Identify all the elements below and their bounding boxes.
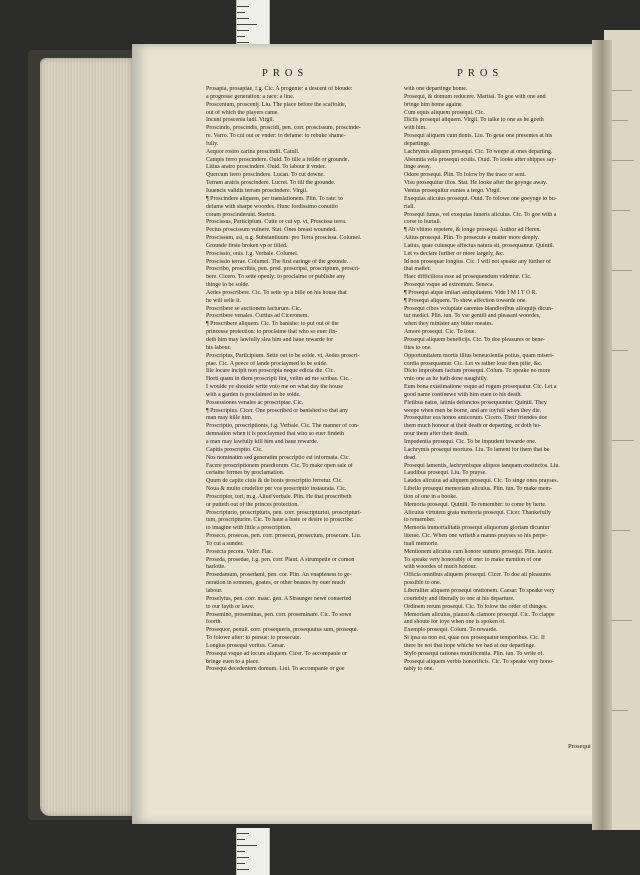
dictionary-line: with him. bbox=[404, 125, 427, 132]
dictionary-line: bringe him home againe. bbox=[404, 101, 464, 108]
dictionary-line: fully. bbox=[206, 140, 219, 147]
dictionary-line: cordia prosequamur. Cic. Let vs rather loue then pitie, &c. bbox=[404, 360, 543, 367]
dictionary-line: Proscriptio, proscriptionis, f.g. Verbale. Cic. The manner of con- bbox=[206, 423, 360, 430]
dictionary-line: princesse protection: to proclaime that who so euer fin- bbox=[206, 329, 338, 336]
dictionary-line: Impudentia prosequi. Cic. To be impudent towarde one. bbox=[404, 438, 537, 445]
dictionary-line: tum, proscripturire. Cic. To haue a luste or desire to proscribe: bbox=[206, 517, 354, 524]
book-gutter bbox=[592, 40, 612, 830]
dictionary-line: tuall memorie. bbox=[404, 540, 439, 547]
dictionary-line: Littus aratro proscindere. Ouid. To labour it vnder. bbox=[206, 164, 326, 171]
dictionary-line: nour them after their death. bbox=[404, 431, 469, 438]
dictionary-line: Proscriptor, tori, m.g. Aliud verbale. Plin. He that proscribeth bbox=[206, 493, 352, 500]
dictionary-line: to imagine with little a proscription. bbox=[206, 525, 292, 532]
dictionary-line: ¶ Proscribere aliquem. Cic. To banishe: to put out of the bbox=[206, 321, 339, 328]
dictionary-line: Possessiones venales ac proscriptae. Cic. bbox=[206, 399, 304, 406]
dictionary-line: Proscripturio, proscripturis, pen. corr. proscripturiui, proscripturi- bbox=[206, 509, 362, 516]
dictionary-line: Let vs declare further or more largely, &c. bbox=[404, 250, 505, 257]
dictionary-line: Iuuencis validis terram proscindere. Virgil. bbox=[206, 187, 308, 194]
dictionary-line: rably to one. bbox=[404, 666, 434, 673]
dictionary-line: Proscribo, proscribis, pen. prod. proscripsi, proscriptum, proscri- bbox=[206, 266, 361, 273]
dictionary-line: Prosedamum, prosedami, pen. cor. Plin. An vnapteness to ge- bbox=[206, 572, 352, 579]
dictionary-line: possible to one. bbox=[404, 580, 442, 587]
dictionary-line: Aequor rostro carina proscindit. Catull. bbox=[206, 148, 300, 155]
dictionary-line: ¶ Proscriptus. Cicer. One proscribed or banished so that any bbox=[206, 407, 349, 414]
dictionary-line: Proscissus, Participium. Cutte or cut vp. vt, Proscissa terra. bbox=[206, 219, 347, 226]
dictionary-line: literae. Cic. When one writeth a manns prayses so his perpe- bbox=[404, 533, 548, 540]
dictionary-line: deth him may lawfully slea him and haue rewarde for bbox=[206, 337, 334, 343]
dictionary-line: a progresse generation: a race: a line. bbox=[206, 93, 295, 100]
dictionary-line: labour. bbox=[206, 588, 223, 594]
dictionary-line: Noua & multo crudelior per vos proscriptio instaurata. Cic. bbox=[206, 486, 347, 493]
dictionary-line: fites to one. bbox=[404, 344, 432, 351]
dictionary-line: certaine fermes by proclamation. bbox=[206, 470, 285, 477]
dictionary-line: to remember. bbox=[404, 517, 436, 524]
dictionary-line: Prosemino, proseminas, pen. corr. proseminare. Cic. To sowe bbox=[206, 611, 352, 618]
dictionary-line: Proscenium, proscenij. Liu. The place before the scaffolde, bbox=[206, 101, 347, 108]
dictionary-line: Nos nominatim sed generatim proscriptio est informata. Cic. bbox=[206, 454, 350, 461]
dictionary-line: Prosequi decedentem domum. Liui. To accompanie or goe bbox=[206, 666, 345, 673]
dictionary-line: Proseda, prosedae, f.g. pen. corr. Plaut. A strumpette or comon bbox=[206, 556, 355, 563]
dictionary-line: Aedes proscribere. Cic. To sette vp a bille on his house that bbox=[206, 289, 347, 296]
dictionary-line: Pectus proscissum vulnere. Stat. Ones breast wounded. bbox=[206, 227, 337, 234]
dictionary-line: Quum de capite ciuis & de bonis proscriptio ferretur. Cic. bbox=[206, 478, 343, 485]
dictionary-line: Proscissum, ssi, n.g. Substantiuum: pro Terra proscissa. Columel. bbox=[206, 235, 362, 242]
dictionary-line: thinge to be solde. bbox=[206, 282, 250, 289]
dictionary-line: Liberaliter aliquem prosequi orationem. Caesar. To speake very bbox=[404, 588, 555, 594]
dictionary-line: Memoriam alicuius, plausu & clamore prosequi. Cic. To clappe bbox=[404, 611, 555, 618]
dictionary-line: Facere proscriptionem praediorum. Cic. To make open sale of bbox=[206, 462, 353, 469]
dictionary-line: Ordinem rerum prosequi. Cic. To folow the order of thinges. bbox=[404, 603, 548, 610]
dictionary-line: bere. Cicero. To sette openly: to proclaime or publishe any bbox=[206, 274, 346, 281]
dictionary-line: Prosequi aliquem beneficijs. Cic. To doe pleasures or bene- bbox=[404, 337, 545, 343]
dictionary-line: Prosequi vsque ad extremum. Seneca. bbox=[404, 282, 495, 289]
dictionary-line: bringe euen to a place. bbox=[206, 658, 260, 665]
dictionary-line: Latius, quae cuiusque affectus natura sit, prosequamur. Quintil. bbox=[404, 242, 555, 249]
dictionary-line: Memoria immortalitatis prosequi aliquorum gloriam dicuntur bbox=[404, 525, 550, 532]
dictionary-line: demnation when it is proclaymed that who so euer findeth bbox=[206, 431, 345, 438]
dictionary-line: Proscribere venales. Curtius ad Ciceronem. bbox=[206, 313, 309, 320]
dictionary-line: Longius prosequi veritus. Caesar. bbox=[206, 642, 286, 649]
dictionary-line: Prosequi, & domum reducere. Martial. To goe with one and bbox=[404, 93, 546, 100]
dictionary-line: Prosequi funus, vel exequias funeris alicuius. Cic. To goe with a bbox=[404, 211, 557, 218]
running-header-left: PROS bbox=[262, 68, 309, 79]
dictionary-line: Capitis proscriptio. Cic. bbox=[206, 446, 263, 453]
dictionary-line: tur medici. Plin. iun. To vse gentill and pleasant woordes, bbox=[404, 313, 541, 320]
dictionary-line: Stylo prosequi rationes munificentia. Plin. iun. To write of. bbox=[404, 650, 544, 657]
dictionary-line: Campis ferro proscindere. Ouid. To tille a feilde or grounde. bbox=[206, 156, 349, 163]
dictionary-line: Dictis prosequi aliquem. Virgil. To talke to one as he goeth bbox=[404, 117, 544, 124]
left-column bbox=[206, 86, 406, 674]
dictionary-line: tion of one in a booke. bbox=[404, 493, 458, 500]
running-header-right: PROS bbox=[457, 68, 504, 79]
dictionary-line: Lachrymis prosequi mortuos. Liu. To lament for them that be bbox=[404, 446, 550, 453]
dictionary-line: man may kille him. bbox=[206, 415, 253, 422]
dictionary-line: Laudes alicuius ad aliquem prosequi. Cic. To singe ones prayses. bbox=[404, 478, 559, 485]
dictionary-line: Id non prosequar longius. Cic. I will not speake any further of bbox=[404, 258, 551, 265]
dictionary-line: ¶ Ab vltimo repetere, & longe prosequi. Author ad Heren. bbox=[404, 227, 541, 234]
dictionary-line: coram proscinderunt. Sueton. bbox=[206, 211, 276, 218]
measurement-ruler-bottom bbox=[236, 828, 270, 875]
dictionary-line: Proscribere se auctionem facturum. Cic. bbox=[206, 305, 302, 312]
dictionary-line: harlotte. bbox=[206, 564, 226, 571]
dictionary-line: dead. bbox=[404, 454, 417, 461]
dictionary-line: with woordes of much honour. bbox=[404, 564, 477, 571]
dictionary-line: Mentionem alicuius cum honore summo prosequi. Plin. iunior. bbox=[404, 548, 553, 555]
dictionary-line: Exequias alicuius prosequi. Ouid. To folowe one goeynge to bu- bbox=[404, 195, 557, 202]
dictionary-line: Prosequi cibos voluptate carentes blandioribus alloquijs dicun- bbox=[404, 305, 554, 312]
dictionary-line: corse to buriall. bbox=[404, 219, 442, 226]
book-page bbox=[132, 44, 607, 824]
dictionary-line: ¶ Prosequi atque imitari antiquitatem. Vide I M I T O R. bbox=[404, 289, 538, 296]
dictionary-line: and shoute for ioye when one is spoken of. bbox=[404, 619, 506, 626]
dictionary-line: vnto one as he hath done naughtily. bbox=[404, 376, 488, 383]
dictionary-line: weepe when men be borne, and are ioyfull when they die. bbox=[404, 407, 542, 414]
dictionary-line: courteisly and liberally to one at his departure. bbox=[404, 595, 515, 602]
dictionary-line: ptae. Cic. A peece of lande proclaymed to be solde. bbox=[206, 360, 328, 367]
dictionary-line: foorth. bbox=[206, 619, 222, 626]
dictionary-line: neration in sommes, goates, or other beastes by ouer much bbox=[206, 580, 346, 587]
dictionary-line: with a garden is proclaimed to be solde. bbox=[206, 391, 301, 398]
dictionary-line: Horti quam in diem proscripti fint, velim ad me scribas. Cic. bbox=[206, 376, 350, 383]
right-column bbox=[404, 86, 604, 674]
dictionary-line: good name continewe with him euen to his death. bbox=[404, 391, 522, 398]
dictionary-line: them much honour at their death or departing, or doth ho- bbox=[404, 423, 542, 430]
dictionary-line: Prosequi aliquem cum donis. Liu. To geue one presentes at his bbox=[404, 133, 553, 140]
dictionary-line: To cut a sunder. bbox=[206, 540, 244, 547]
dictionary-line: Exemplo prosequi. Colum. To rewarde. bbox=[404, 627, 498, 634]
dictionary-line: out of which the players came. bbox=[206, 109, 279, 116]
dictionary-line: he will selle it. bbox=[206, 297, 241, 304]
dictionary-line: Memoria prosequi. Quintil. To remember: to come by herte. bbox=[404, 501, 547, 508]
dictionary-line: Libello prosequi memoriam alicuius. Plin. iun. To make mem- bbox=[404, 486, 553, 493]
dictionary-line: Proscriptus, Participium. Sette out to be solde. vt, Aedes proscri- bbox=[206, 352, 360, 359]
dictionary-line: re. Varro. To cut out or vnder: to defame: to rebuke shame- bbox=[206, 133, 346, 140]
dictionary-line: Grounde firste broken vp or tilled. bbox=[206, 242, 288, 249]
dictionary-line: to our fayth or lawe. bbox=[206, 603, 255, 610]
dictionary-line: departinge. bbox=[404, 140, 431, 147]
dictionary-line: Si ipsa ea non est, quae nos prosequatur temporibus. Cic. If bbox=[404, 635, 545, 642]
dictionary-line: Prosequi aliquem verbis honorificis. Cic. To speake very hono- bbox=[404, 658, 554, 665]
dictionary-line: Proseco, prosecas, pen. corr. prosecui, prosectum, prosecare. Liu. bbox=[206, 533, 362, 540]
dictionary-line: Officia omnibus aliquem prosequi. Cicer. To doe all pleasures bbox=[404, 572, 551, 579]
dictionary-line: that matter. bbox=[404, 266, 431, 273]
measurement-ruler-top bbox=[236, 0, 270, 48]
dictionary-line: with one departinge home. bbox=[404, 86, 468, 92]
dictionary-line: Fletibus natos, latinia defunctos prosequuntur. Quintil. They bbox=[404, 399, 547, 406]
dictionary-line: Lachrymis aliquem prosequi. Cic. To weepe at ones departing. bbox=[404, 148, 553, 155]
dictionary-line: Altius prosequi. Plin. To prosecute a matter more deeply. bbox=[404, 235, 540, 242]
dictionary-line: Proscissio terrae. Columel. The first earinge of the grounde. bbox=[206, 258, 349, 265]
catchword: Prosequi bbox=[568, 743, 591, 750]
dictionary-line: To folowe after: to pursue: to prosecute. bbox=[206, 635, 302, 642]
dictionary-line: Ille locare incipit non proscripta neque edicta die. Cic. bbox=[206, 368, 335, 375]
dictionary-line: ¶ Prosequi aliquem. To shew affection towarde one. bbox=[404, 297, 527, 304]
dictionary-line: Prosequi lamentis, lachrymisque aliquos tanquam exstinctos. Liu. bbox=[404, 462, 560, 469]
dictionary-line: Visu prosequitur illos. Stat. He looke after the goynge away. bbox=[404, 180, 548, 187]
dictionary-line: Prosecta pecora. Valer. Flac. bbox=[206, 548, 274, 555]
dictionary-line: Prosequor, penult. corr. prosequeris, prosequutus sum, prosequi. bbox=[206, 627, 359, 634]
dictionary-line: Opportunitatem mortis illius beneuolentia potius, quam miseri- bbox=[404, 352, 554, 359]
dictionary-line: linge away. bbox=[404, 164, 431, 171]
dictionary-line: Haec difficiliora esse ad prosequendum videntur. Cic. bbox=[404, 274, 532, 281]
dictionary-line: Cum equis aliquem prosequi. Cic. bbox=[404, 109, 485, 116]
dictionary-line: Amore prosequi. Cic. To loue. bbox=[404, 329, 476, 336]
dictionary-line: there be not that hope whiche we had at our departinge. bbox=[404, 642, 536, 649]
dictionary-line: defame with sharpe woordes. Hunc fordissimo conuitio bbox=[206, 203, 338, 210]
dictionary-line: Incunt proscenia ludi. Virgil. bbox=[206, 117, 275, 124]
dictionary-line: Terram aratris proscindere. Lucret. To till the grounde. bbox=[206, 180, 336, 187]
page-block-edge bbox=[40, 58, 132, 816]
dictionary-line: Quercum ferro proscindere. Lucan. To cut downe. bbox=[206, 172, 325, 179]
dictionary-line: Prosequitur eos honos amicorum. Cicero. Their friendes doe bbox=[404, 415, 548, 422]
dictionary-line: or putteth out of the princes protection. bbox=[206, 501, 299, 508]
dictionary-line: Proselytus, pen. corr. masc. gen. A Straunger newe conuerted bbox=[206, 595, 352, 602]
dictionary-line: Prosequi vsque ad locum aliquem. Cicer. To accompanie or bbox=[206, 650, 347, 657]
dictionary-line: Laudibus prosequi. Liu. To prayse. bbox=[404, 470, 487, 477]
dictionary-line: Odore prosequi. Plin. To folow by the trace or sent. bbox=[404, 172, 526, 179]
dictionary-line: a man may lawfully kill him and haue rewarde. bbox=[206, 438, 319, 445]
dictionary-line: I woulde ye shoulde write vnto me on what day the house bbox=[206, 384, 344, 391]
dictionary-line: Prosapia, prosapiae, f.g. Cic. A progenie: a descent of bloude: bbox=[206, 86, 353, 92]
dictionary-line: Proscindo, proscindis, proscidi, pen. corr. proscissum, proscinde- bbox=[206, 125, 361, 132]
dictionary-line: Abeuntia vela prosequi oculis. Ouid. To looke after shippes say- bbox=[404, 156, 557, 163]
dictionary-line: Proscissio, onis. f.g. Verbale. Columel. bbox=[206, 250, 299, 257]
dictionary-line: Dicto improbum factum prosequi. Colum. To speake no more bbox=[404, 368, 551, 375]
dictionary-line: ¶ Proscindere aliquem, per translationem. Plin. To rate: to bbox=[206, 195, 343, 202]
dictionary-line: Ventus prosequitur euntes a tergo. Virgil. bbox=[404, 187, 502, 194]
dictionary-line: his labour. bbox=[206, 344, 231, 351]
dictionary-line: when they minister any bitter meates. bbox=[404, 321, 494, 328]
dictionary-line: Alicuius virtutem grata memoria prosequi. Cicer. Thankefully bbox=[404, 509, 551, 516]
dictionary-line: To speake very honorably of one: to make mention of one bbox=[404, 556, 542, 563]
dictionary-line: Eum bona existimatione vsque ad rogum prosequatur. Cic. Let a bbox=[404, 384, 557, 391]
dictionary-line: riall. bbox=[404, 203, 416, 210]
